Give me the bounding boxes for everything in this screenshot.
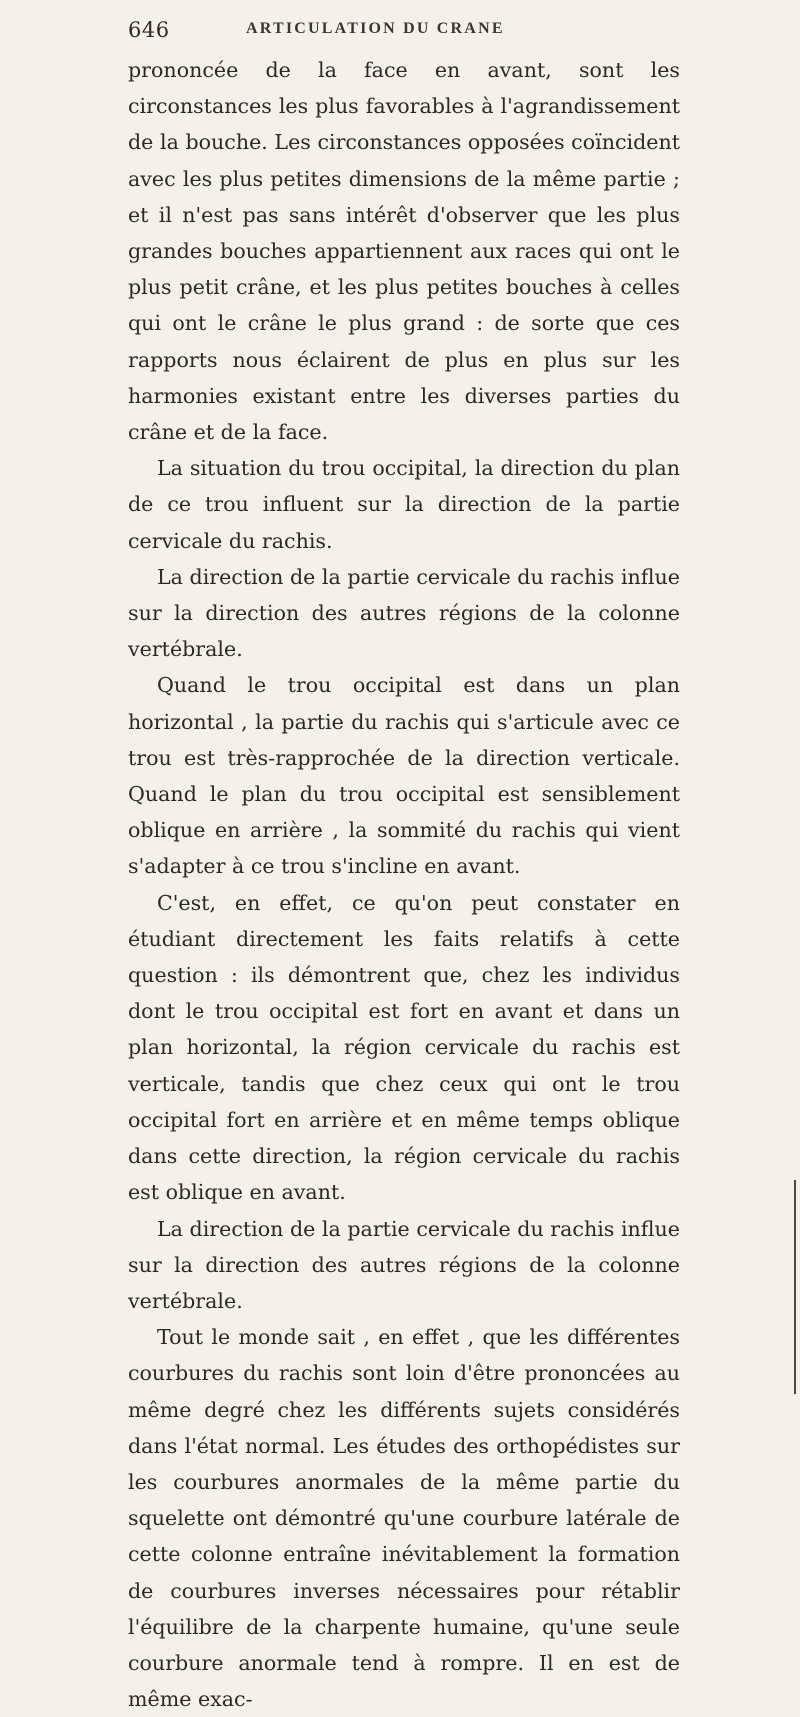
- paragraph: Quand le trou occipital est dans un plan horizontal , la partie du rachis qui s'articule avec ce trou est très-rapprochée de la direction verticale. Quand le plan du trou occipital est sensiblement oblique en arrière , la sommité du rachis qui vient s'adapter à ce trou s'incline en avant.: [128, 673, 680, 879]
- paragraph: Tout le monde sait , en effet , que les différentes courbures du rachis sont loin d'être prononcées au même degré chez les différents sujets considérés dans l'état normal. Les études des orthopédistes sur les courbures anormales de la même partie du squelette ont démontré qu'une courbure latérale de cette colonne entraîne inévitablement la formation de courbures inverses nécessaires pour rétablir l'équilibre de la charpente humaine, qu'une seule courbure anormale tend à rompre. Il en est de même exac-: [128, 1325, 680, 1712]
- page-header: [128, 18, 680, 52]
- running-head: ARTICULATION DU CRANE: [246, 20, 505, 37]
- paragraph: La direction de la partie cervicale du rachis influe sur la direction des autres régions de la colonne vertébrale.: [128, 564, 680, 662]
- paragraph: C'est, en effet, ce qu'on peut constater en étudiant directement les faits relatifs à cette question : ils démontrent que, chez les individus dont le trou occipital est fort en avant et dans un plan horizontal, la région cervicale du rachis est verticale, tandis que chez ceux qui ont le trou occipital fort en arrière et en même temps oblique dans cette direction, la région cervicale du rachis est oblique en avant.: [128, 890, 680, 1205]
- page-number: 646: [128, 18, 170, 42]
- body-text: [128, 52, 680, 1717]
- paragraph: La situation du trou occipital, la direction du plan de ce trou influent sur la direction de la partie cervicale du rachis.: [128, 456, 680, 553]
- paragraph-continuation: prononcée de la face en avant, sont les circonstances les plus favorables à l'agrandissement de la bouche. Les circonstances opposées coïncident avec les plus petites dimensions de la même partie ; et il n'est pas sans intérêt d'observer que les plus grandes bouches appartiennent aux races qui ont le plus petit crâne, et les plus petites bouches à celles qui ont le crâne le plus grand : de sorte que ces rapports nous éclairent de plus en plus sur les harmonies existant entre les diverses parties du crâne et de la face.: [128, 58, 680, 445]
- paragraph: La direction de la partie cervicale du rachis influe sur la direction des autres régions de la colonne vertébrale.: [128, 1216, 680, 1313]
- page-edge-line: [794, 1180, 796, 1394]
